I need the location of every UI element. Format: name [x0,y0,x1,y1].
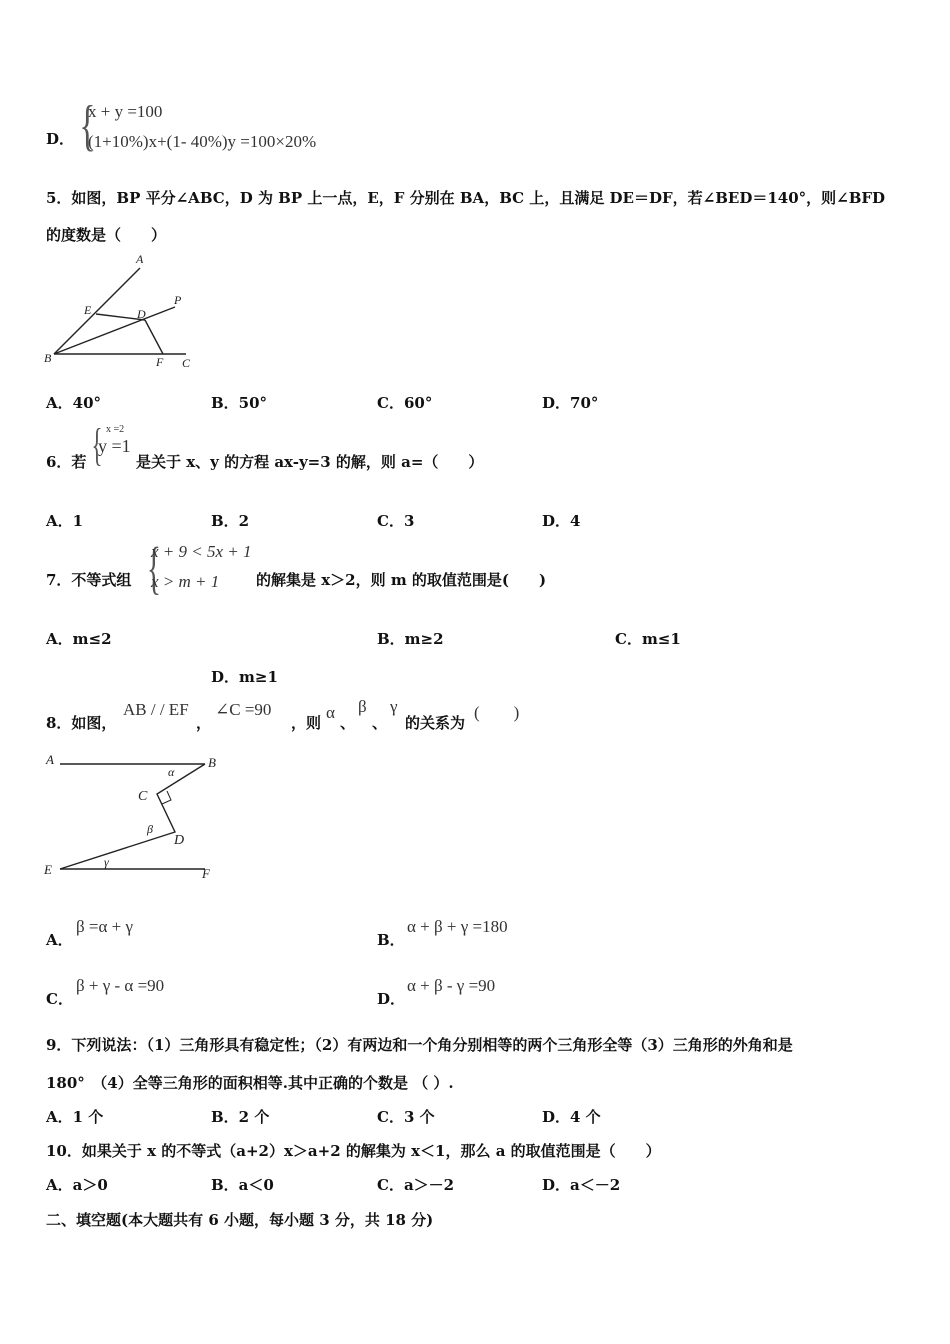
q8-label-c: C [138,789,148,804]
q5-label-f: F [156,355,164,369]
q4-option-d-label: D． [46,130,75,148]
q8-condition-angle: ∠C =90 [215,700,272,719]
q8-option-c-expr: β + γ - α =90 [76,976,165,995]
q8-label-b: B [208,755,216,770]
q7-prefix: 7．不等式组 [46,571,132,589]
q6-system-brace: { [91,419,103,470]
q7-option-c[interactable]: C．m≤1 [615,630,681,648]
q8-option-b-expr: α + β + γ =180 [407,917,508,936]
q8-alpha: α [326,703,335,722]
q8-label-d: D [174,833,185,848]
q5-label-p: P [174,293,182,307]
q6-option-d[interactable]: D．4 [542,512,581,530]
q7-system-brace: { [146,535,161,600]
q8-separator-1: 、 [340,714,356,732]
q9-option-b[interactable]: B．2 个 [211,1108,270,1126]
q5-segment-df [145,320,163,354]
q5-label-a: A [136,252,144,266]
q5-option-a[interactable]: A．40° [46,394,102,412]
q9-option-a[interactable]: A．1 个 [46,1108,104,1126]
q5-ray-ba [54,268,140,354]
q7-option-a[interactable]: A．m≤2 [46,630,112,648]
q7-stem: 的解集是 x＞2，则 m 的取值范围是( ) [256,571,547,589]
q8-mid-text: ，则 [291,714,322,732]
q8-paren: ( ) [474,703,520,722]
q8-label-gamma: γ [104,855,109,869]
q6-prefix: 6．若 [46,453,87,471]
q8-gamma: γ [390,697,398,716]
q8-label-e: E [44,862,52,877]
q8-prefix: 8．如图， [46,714,117,732]
q6-option-a[interactable]: A．1 [46,512,84,530]
q5-label-b: B [44,351,52,365]
q6-stem: 是关于 x、y 的方程 ax-y=3 的解，则 a=（ ） [136,453,484,471]
q8-suffix: 的关系为 [405,714,466,732]
q5-figure [40,250,210,375]
q8-figure [40,748,230,888]
q4-equation-1: x + y =100 [88,102,163,121]
q10-option-d[interactable]: D．a＜－2 [542,1176,621,1194]
q4-equation-2: (1+10%)x+(1- 40%)y =100×20% [88,132,317,151]
q5-option-d[interactable]: D．70° [542,394,599,412]
q8-right-angle-mark [162,791,171,804]
q8-option-c-label[interactable]: C． [46,990,73,1008]
q5-option-c[interactable]: C．60° [377,394,433,412]
q5-stem-line1: 5．如图，BP 平分∠ABC，D 为 BP 上一点，E，F 分别在 BA，BC 上，且满足 DE＝DF，若∠BED＝140°，则∠BFD [46,189,886,207]
q9-stem-line2: 180° （4）全等三角形的面积相等.其中正确的个数是 （ ）. [46,1074,454,1092]
q8-option-a-expr: β =α + γ [76,917,133,936]
q9-option-d[interactable]: D．4 个 [542,1108,601,1126]
q9-stem-line1: 9．下列说法：（1）三角形具有稳定性；（2）有两边和一个角分别相等的两个三角形全等（3）三角形的外角和是 [46,1036,793,1054]
q10-option-b[interactable]: B．a＜0 [211,1176,274,1194]
q7-option-b[interactable]: B．m≥2 [377,630,444,648]
q8-beta: β [358,697,367,716]
q5-stem-line2: 的度数是（ ） [46,226,167,244]
q8-broken-line-bcde [60,764,205,869]
q5-label-e: E [84,303,92,317]
q6-option-c[interactable]: C．3 [377,512,415,530]
q4-system-brace: { [79,95,96,157]
q8-option-d-expr: α + β - γ =90 [407,976,496,995]
q6-system-y: y =1 [98,436,131,456]
q8-option-d-label[interactable]: D． [377,990,406,1008]
q8-label-beta: β [147,822,153,836]
q10-stem: 10．如果关于 x 的不等式（a+2）x＞a+2 的解集为 x＜1，那么 a 的取值范围是（ ） [46,1142,661,1160]
q5-ray-bp [54,307,175,354]
q5-label-c: C [182,356,191,370]
q7-inequality-1: x + 9 < 5x + 1 [151,542,252,561]
q5-option-b[interactable]: B．50° [211,394,268,412]
q5-label-d: D [137,307,146,321]
q10-option-a[interactable]: A．a＞0 [46,1176,108,1194]
q8-comma: ， [196,714,212,732]
q8-label-f: F [202,866,210,881]
q9-option-c[interactable]: C．3 个 [377,1108,435,1126]
q8-condition-parallel: AB / / EF [123,700,189,719]
q6-system-x: x =2 [106,424,125,435]
q8-label-alpha: α [168,765,175,779]
q10-option-c[interactable]: C．a＞－2 [377,1176,455,1194]
q8-separator-2: 、 [372,714,388,732]
q7-option-d[interactable]: D．m≥1 [211,668,278,686]
q7-inequality-2: x > m + 1 [151,572,220,591]
section2-title: 二、填空题(本大题共有 6 小题，每小题 3 分，共 18 分) [46,1211,434,1229]
q6-option-b[interactable]: B．2 [211,512,250,530]
q8-option-b-label[interactable]: B． [377,931,405,949]
q8-option-a-label[interactable]: A． [46,931,73,949]
q8-label-a: A [46,752,54,767]
